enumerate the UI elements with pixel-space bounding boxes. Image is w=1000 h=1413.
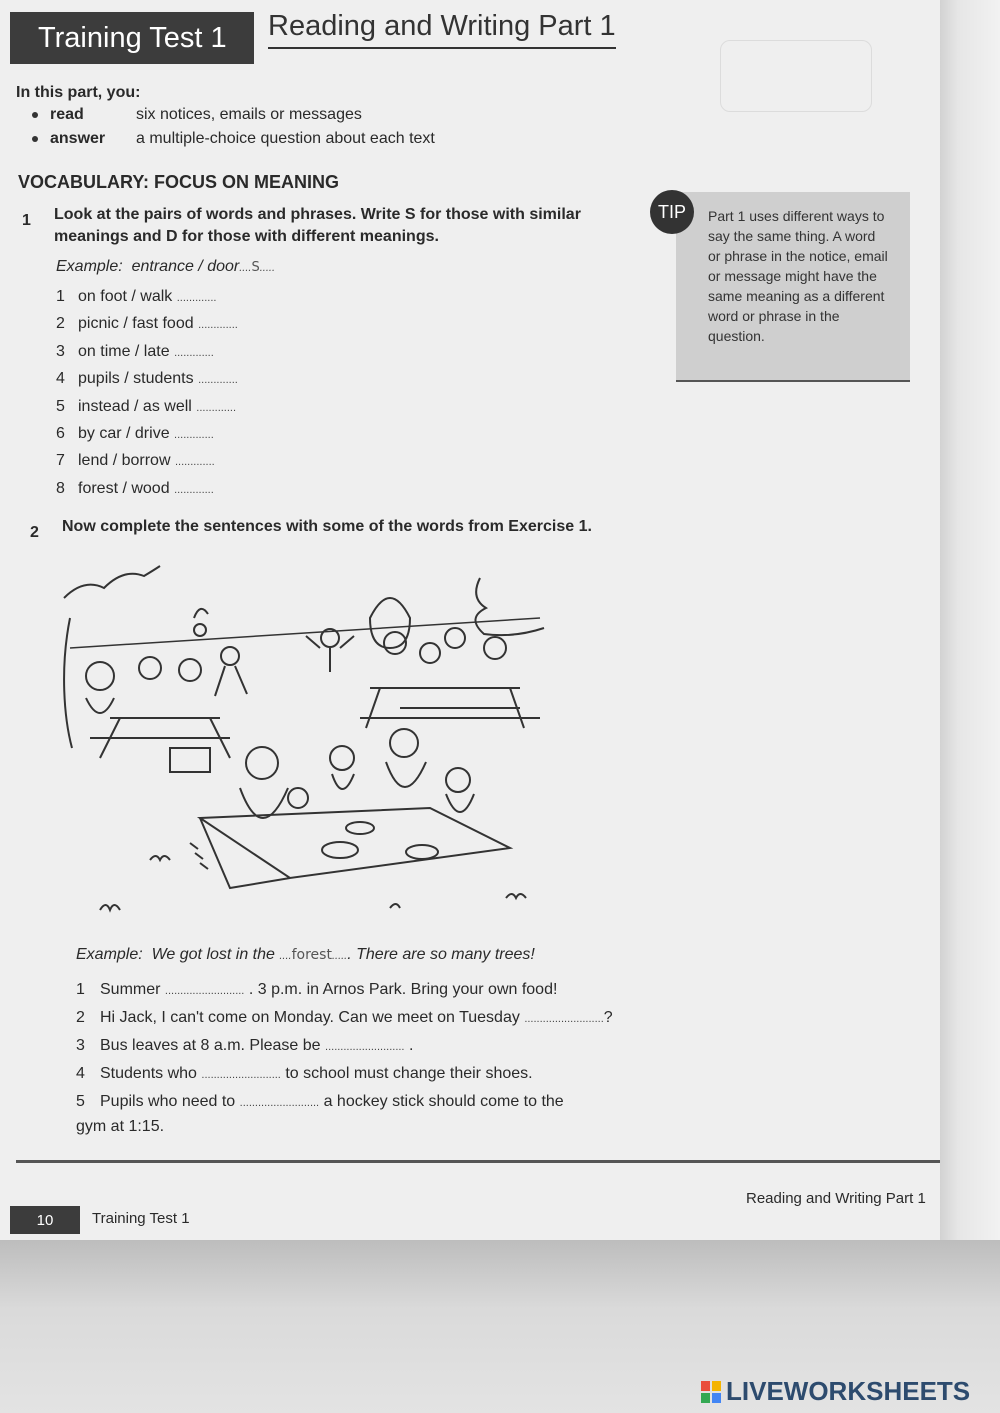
liveworksheets-watermark: LIVEWORKSHEETS	[700, 1376, 970, 1407]
vocab-item: 7 lend / borrow .............	[56, 452, 215, 469]
sentence-item: 3 Bus leaves at 8 a.m. Please be .......................... .	[76, 1037, 414, 1054]
page-number: 10	[10, 1206, 80, 1234]
example-answer: forest	[291, 947, 332, 963]
vocab-item: 4 pupils / students .............	[56, 370, 238, 387]
answer-blank[interactable]: ..........................	[325, 1041, 405, 1053]
vocab-item: 5 instead / as well .............	[56, 398, 237, 415]
picnic-illustration	[50, 548, 550, 928]
intro-item: read six notices, emails or messages	[32, 106, 362, 124]
vocab-item: 1 on foot / walk .............	[56, 288, 217, 305]
sentence-item: 4 Students who .......................... to school must change their shoes.	[76, 1065, 533, 1082]
part-title: Reading and Writing Part 1	[268, 10, 616, 49]
sentence-item: 5 Pupils who need to .......................... a hockey stick should come to the gym at 1:15.	[76, 1093, 564, 1135]
sentence-item: 2 Hi Jack, I can't come on Monday. Can we meet on Tuesday ..........................?	[76, 1009, 613, 1026]
vocab-item: 3 on time / late .............	[56, 343, 214, 360]
answer-blank[interactable]: .............	[198, 374, 238, 386]
page-fold-edge	[940, 0, 1000, 1240]
liveworksheets-logo-icon	[700, 1380, 722, 1404]
section-title: VOCABULARY: FOCUS ON MEANING	[18, 172, 339, 192]
tip-box	[676, 192, 910, 382]
answer-blank[interactable]: ..........................	[239, 1097, 320, 1109]
answer-blank[interactable]: ..........................	[524, 1013, 604, 1025]
bullet-icon	[32, 136, 38, 142]
exercise-number: 1	[22, 212, 31, 229]
vocab-item: 6 by car / drive .............	[56, 425, 214, 442]
intro-item: answer a multiple-choice question about each text	[32, 130, 435, 148]
footer-right: Reading and Writing Part 1	[746, 1190, 926, 1207]
tip-badge: TIP	[650, 190, 694, 234]
example-answer: S	[251, 260, 260, 275]
answer-blank[interactable]: .............	[196, 402, 237, 414]
exercise-1-example: Example: entrance / door....S.....	[56, 258, 275, 275]
bullet-icon	[32, 112, 38, 118]
exercise-2-instruction: Now complete the sentences with some of the words from Exercise 1.	[62, 518, 592, 535]
answer-blank[interactable]: ..........................	[201, 1069, 281, 1081]
answer-blank[interactable]: ..........................	[164, 985, 245, 997]
sentence-item: 1 Summer .......................... . 3 p.m. in Arnos Park. Bring your own food!	[76, 981, 558, 998]
answer-blank[interactable]: .............	[176, 292, 217, 304]
answer-blank[interactable]: .............	[174, 484, 214, 496]
answer-blank[interactable]: .............	[174, 429, 214, 441]
exercise-number: 2	[30, 524, 39, 541]
divider	[16, 1160, 940, 1163]
answer-blank[interactable]: .............	[198, 319, 238, 331]
show-through-box	[720, 40, 872, 112]
answer-blank[interactable]: .............	[174, 456, 215, 468]
vocab-item: 8 forest / wood .............	[56, 480, 214, 497]
tip-text: Part 1 uses different ways to say the same thing. A word or phrase in the notice, email or message might have the same meaning as a different word or phrase in the question.	[708, 208, 888, 344]
answer-blank[interactable]: .............	[174, 347, 214, 359]
intro-heading: In this part, you:	[16, 84, 141, 101]
vocab-item: 2 picnic / fast food .............	[56, 315, 238, 332]
exercise-1-instruction: Look at the pairs of words and phrases. Write S for those with similar meanings and D for those with different meanings.	[54, 206, 581, 245]
footer-left: Training Test 1	[92, 1210, 190, 1227]
test-title: Training Test 1	[10, 12, 254, 64]
exercise-2-example: Example: We got lost in the ....forest...... There are so many trees!	[76, 946, 535, 963]
